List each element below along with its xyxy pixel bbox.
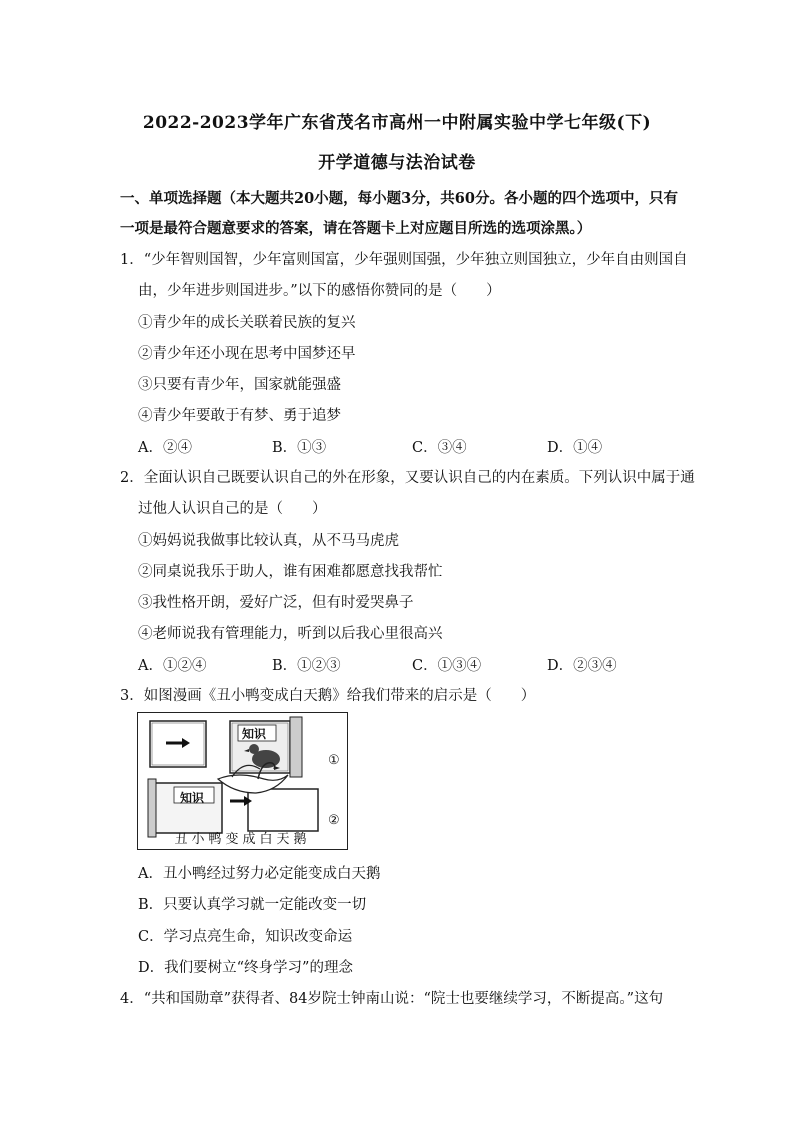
bottom-book-label: 知识 — [180, 791, 205, 805]
q2-item-1: ①妈妈说我做事比较认真，从不马马虎虎 — [138, 533, 399, 549]
q1-options — [0, 436, 794, 456]
q3-stem: 3．如图漫画《丑小鸭变成白天鹅》给我们带来的启示是（ ） — [120, 688, 536, 704]
q3-option-b[interactable]: B．只要认真学习就一定能改变一切 — [138, 897, 367, 913]
q1-item-4: ④青少年要敢于有梦、勇于追梦 — [138, 408, 341, 424]
q2-stem-line1: 2．全面认识自己既要认识自己的外在形象，又要认识自己的内在素质。下列认识中属于通 — [120, 470, 695, 486]
q2-item-4: ④老师说我有管理能力，听到以后我心里很高兴 — [138, 626, 443, 642]
q1-option-a[interactable]: A．②④ — [138, 440, 192, 456]
q3-option-a[interactable]: A．丑小鸭经过努力必定能变成白天鹅 — [138, 866, 381, 882]
q1-option-b[interactable]: B．①③ — [272, 440, 327, 456]
q1-option-c[interactable]: C．③④ — [412, 440, 467, 456]
q4-stem-line1: 4．“共和国勋章”获得者、84岁院士钟南山说：“院士也要继续学习，不断提高。”这句 — [120, 991, 664, 1007]
section-heading-line1: 一、单项选择题（本大题共20小题，每小题3分，共60分。各小题的四个选项中，只有 — [120, 190, 678, 207]
q2-options — [0, 654, 794, 674]
section-heading-line2: 一项是最符合题意要求的答案，请在答题卡上对应题目所选的选项涂黑。） — [120, 220, 592, 237]
panel-marker-2: ② — [328, 813, 340, 828]
q2-option-c[interactable]: C．①③④ — [412, 658, 482, 674]
q1-item-3: ③只要有青少年，国家就能强盛 — [138, 377, 341, 393]
q1-item-2: ②青少年还小现在思考中国梦还早 — [138, 346, 356, 362]
q1-option-d[interactable]: D．①④ — [547, 440, 603, 456]
exam-title-line2: 开学道德与法治试卷 — [318, 153, 476, 173]
q2-option-d[interactable]: D．②③④ — [547, 658, 617, 674]
exam-title-line1: 2022-2023学年广东省茂名市高州一中附属实验中学七年级(下) — [142, 113, 652, 133]
panel-marker-1: ① — [328, 753, 340, 768]
q1-stem-line1: 1．“少年智则国智，少年富则国富，少年强则国强，少年独立则国独立，少年自由则国自 — [120, 252, 688, 268]
cartoon-caption: 丑小鸭变成白天鹅 — [174, 832, 311, 847]
q2-stem-line2: 过他人认识自己的是（ ） — [138, 501, 327, 517]
q3-option-d[interactable]: D．我们要树立“终身学习”的理念 — [138, 960, 353, 976]
q2-item-3: ③我性格开朗，爱好广泛，但有时爱哭鼻子 — [138, 595, 414, 611]
q3-option-c[interactable]: C．学习点亮生命，知识改变命运 — [138, 929, 353, 945]
q2-item-2: ②同桌说我乐于助人，谁有困难都愿意找我帮忙 — [138, 564, 443, 580]
q2-option-b[interactable]: B．①②③ — [272, 658, 341, 674]
q2-option-a[interactable]: A．①②④ — [138, 658, 207, 674]
top-book-label: 知识 — [242, 727, 267, 741]
q1-stem-line2: 由，少年进步则国进步。”以下的感悟你赞同的是（ ） — [138, 283, 501, 299]
q1-item-1: ①青少年的成长关联着民族的复兴 — [138, 315, 356, 331]
ugly-duckling-cartoon — [137, 712, 348, 850]
